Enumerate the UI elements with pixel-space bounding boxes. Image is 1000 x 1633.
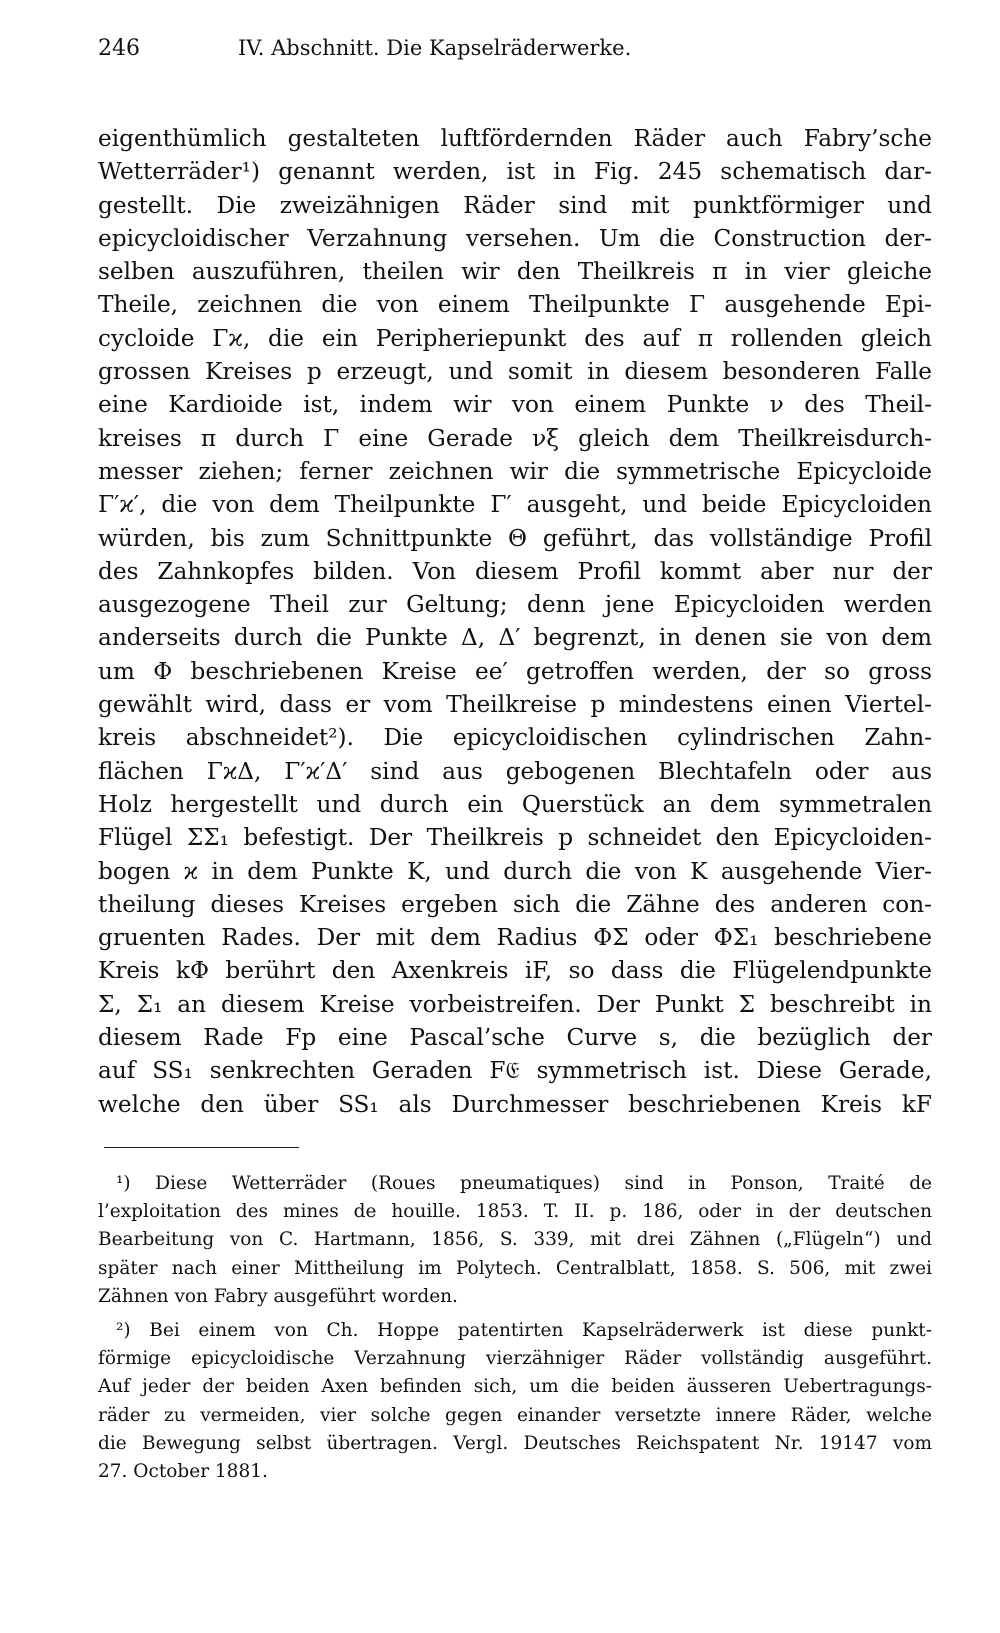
text-line: Kreis kΦ berührt den Axenkreis iF, so dass die Flügelendpunkte (98, 957, 932, 985)
text-line: flächen ΓϰΔ, Γ′ϰ′Δ′ sind aus gebogenen Blechtafeln oder aus (98, 757, 932, 785)
text-line: eigenthümlich gestalteten luftfördernden Räder auch Fabry’sche (98, 125, 932, 152)
text-line: Theile, zeichnen die von einem Theilpunkte Γ ausgehende Epi- (98, 291, 932, 319)
text-line: kreises π durch Γ eine Gerade νξ gleich dem Theilkreisdurch- (98, 424, 932, 452)
footnote-line: 27. October 1881. (98, 1460, 268, 1482)
body-text (98, 122, 932, 1121)
footnote-2 (98, 1317, 932, 1486)
footnote-line: die Bewegung selbst übertragen. Vergl. Deutsches Reichspatent Nr. 19147 vom (98, 1432, 932, 1454)
footnote-line: ¹) Diese Wetterräder (Roues pneumatiques) sind in Ponson, Traité de (116, 1172, 932, 1194)
text-line: Flügel ΣΣ₁ befestigt. Der Theilkreis p schneidet den Epicycloiden- (98, 824, 932, 852)
text-line: um Φ beschriebenen Kreise ee′ getroffen werden, der so gross (98, 657, 932, 685)
text-line: epicycloidischer Verzahnung versehen. Um die Construction der- (98, 224, 932, 252)
text-line: cycloide Γϰ, die ein Peripheriepunkt des auf π rollenden gleich (98, 324, 932, 352)
text-line: welche den über SS₁ als Durchmesser beschriebenen Kreis kF (98, 1090, 932, 1118)
text-line: Wetterräder¹) genannt werden, ist in Fig. 245 schematisch dar- (98, 158, 932, 186)
text-line: Σ, Σ₁ an diesem Kreise vorbeistreifen. Der Punkt Σ beschreibt in (98, 990, 932, 1018)
text-line: auf SS₁ senkrechten Geraden F𝔈 symmetrisch ist. Diese Gerade, (98, 1057, 932, 1085)
footnote-line: ²) Bei einem von Ch. Hoppe patentirten Kapselräderwerk ist diese punkt- (116, 1319, 932, 1341)
text-line: gruenten Rades. Der mit dem Radius ΦΣ oder ΦΣ₁ beschriebene (98, 924, 932, 952)
text-line: Holz hergestellt und durch ein Querstück an dem symmetralen (98, 790, 932, 818)
footnotes (98, 1170, 932, 1486)
page-number: 246 (98, 36, 140, 61)
text-line: bogen ϰ in dem Punkte K, und durch die von K ausgehende Vier- (98, 857, 932, 885)
text-line: eine Kardioide ist, indem wir von einem Punkte ν des Theil- (98, 391, 932, 419)
footnote-line: Bearbeitung von C. Hartmann, 1856, S. 339, mit drei Zähnen („Flügeln“) und (98, 1229, 932, 1251)
footnote-line: später nach einer Mittheilung im Polytech. Centralblatt, 1858. S. 506, mit zwei (98, 1257, 932, 1279)
footnote-line: räder zu vermeiden, vier solche gegen einander versetzte innere Räder, welche (98, 1404, 932, 1426)
text-line: gewählt wird, dass er vom Theilkreise p mindestens einen Viertel- (98, 691, 932, 719)
text-line: des Zahnkopfes bilden. Von diesem Profil kommt aber nur der (98, 557, 932, 585)
footnote-line: Auf jeder der beiden Axen befinden sich, um die beiden äusseren Uebertragungs- (98, 1376, 932, 1398)
text-line: gestellt. Die zweizähnigen Räder sind mit punktförmiger und (98, 191, 932, 219)
text-line: Γ′ϰ′, die von dem Theilpunkte Γ′ ausgeht, und beide Epicycloiden (98, 491, 932, 519)
page-header (98, 36, 932, 76)
footnote-line: Zähnen von Fabry ausgeführt worden. (98, 1285, 458, 1307)
text-line: theilung dieses Kreises ergeben sich die Zähne des anderen con- (98, 890, 932, 918)
footnote-1 (98, 1170, 932, 1311)
footnote-divider (104, 1147, 299, 1148)
text-line: anderseits durch die Punkte Δ, Δ′ begrenzt, in denen sie von dem (98, 624, 932, 652)
footnote-line: förmige epicycloidische Verzahnung vierzähniger Räder vollständig ausgeführt. (98, 1348, 932, 1370)
text-line: ausgezogene Theil zur Geltung; denn jene Epicycloiden werden (98, 591, 932, 619)
text-line: kreis abschneidet²). Die epicycloidischen cylindrischen Zahn- (98, 724, 932, 752)
text-line: messer ziehen; ferner zeichnen wir die symmetrische Epicycloide (98, 457, 932, 485)
text-line: diesem Rade Fp eine Pascal’sche Curve s, die bezüglich der (98, 1024, 932, 1052)
text-line: selben auszuführen, theilen wir den Theilkreis π in vier gleiche (98, 258, 932, 286)
text-line: würden, bis zum Schnittpunkte Θ geführt, das vollständige Profil (98, 524, 932, 552)
footnote-line: l’exploitation des mines de houille. 1853. T. II. p. 186, oder in der deutschen (98, 1201, 932, 1223)
running-head: IV. Abschnitt. Die Kapselräderwerke. (238, 36, 632, 60)
text-line: grossen Kreises p erzeugt, und somit in diesem besonderen Falle (98, 358, 932, 386)
